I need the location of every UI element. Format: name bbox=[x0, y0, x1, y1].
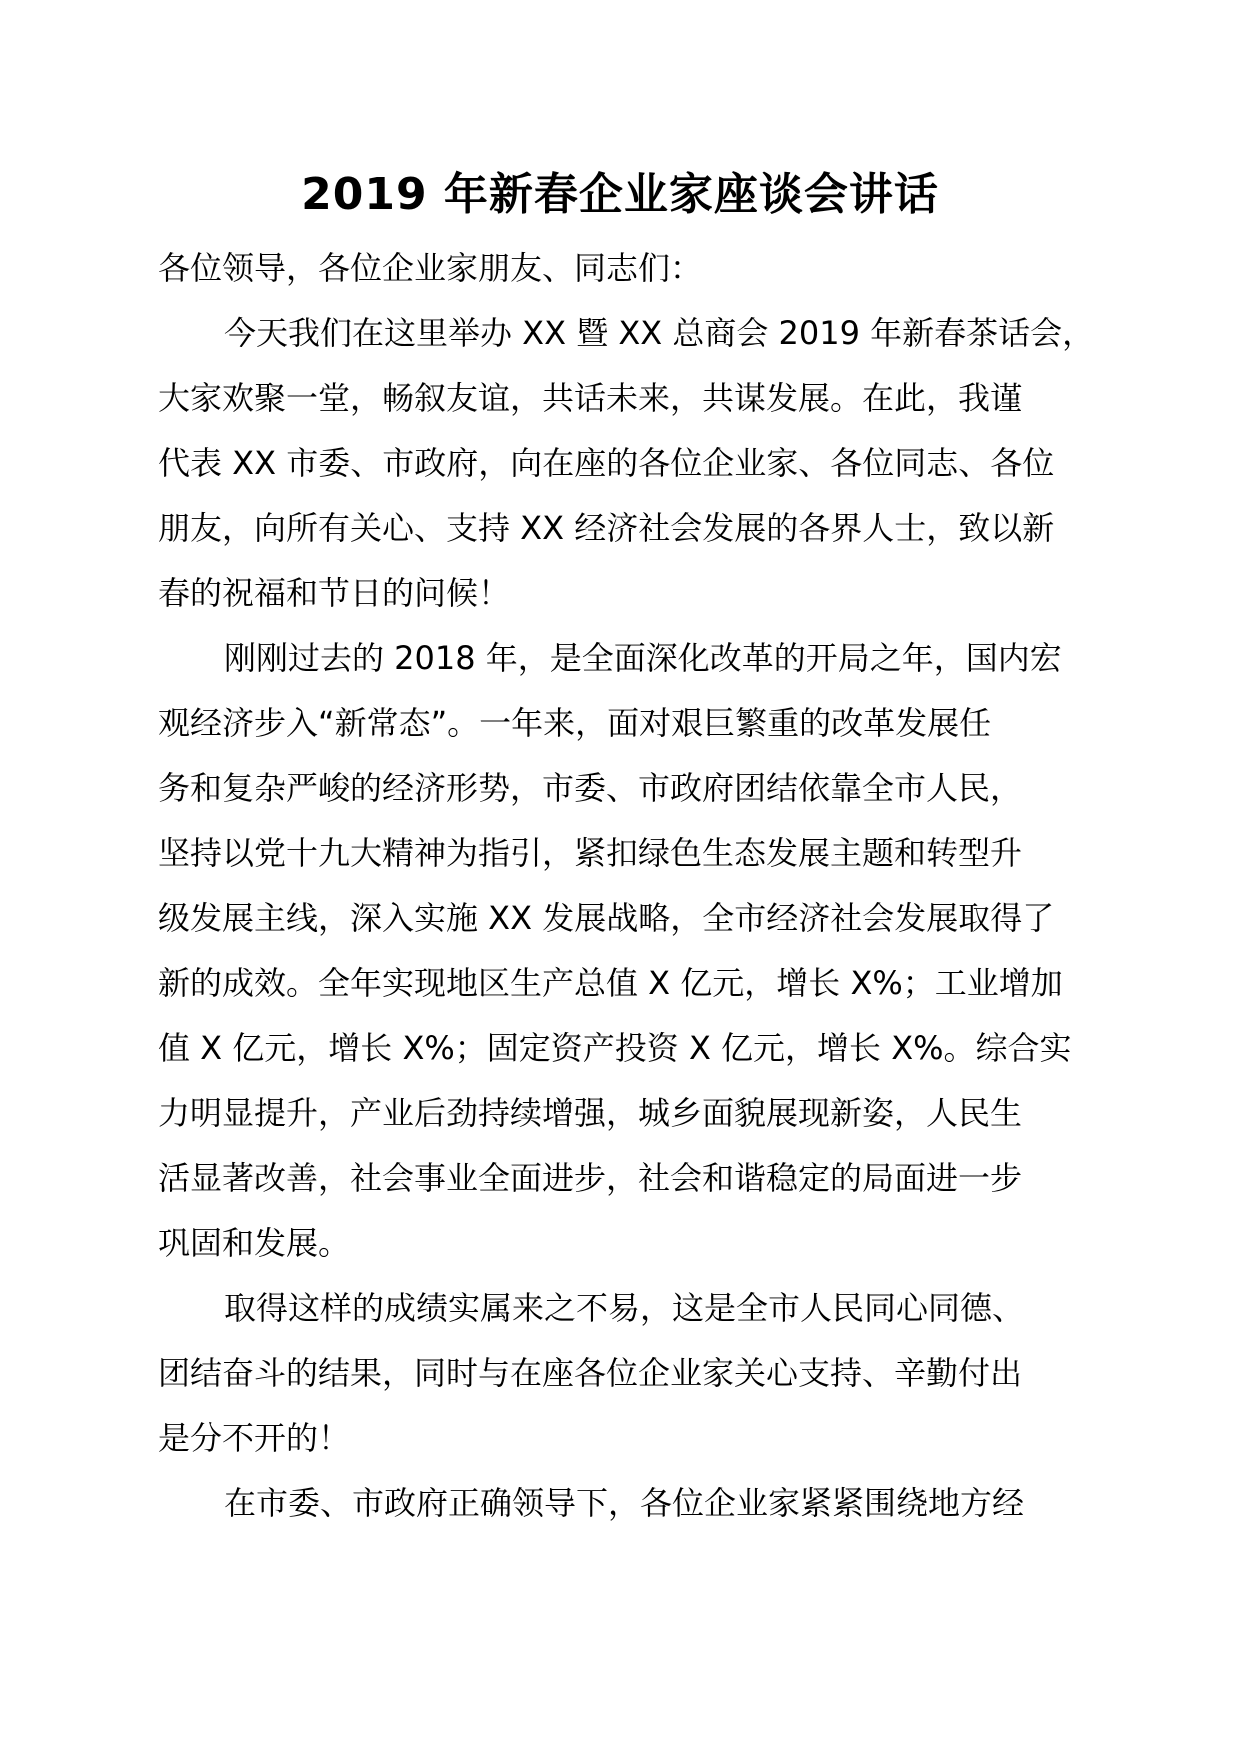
paragraph-line: 团结奋斗的结果，同时与在座各位企业家关心支持、辛勤付出 bbox=[158, 1354, 1023, 1392]
paragraph-line: 春的祝福和节日的问候！ bbox=[158, 574, 511, 612]
document-title: 2019 年新春企业家座谈会讲话 bbox=[301, 169, 939, 220]
paragraph-line: 力明显提升，产业后劲持续增强，城乡面貌展现新姿，人民生 bbox=[158, 1094, 1023, 1132]
document-body bbox=[158, 236, 1098, 1536]
paragraph-line: 是分不开的！ bbox=[158, 1419, 351, 1457]
paragraph-line: 观经济步入“新常态”。一年来，面对艰巨繁重的改革发展任 bbox=[158, 704, 992, 742]
paragraph-line: 刚刚过去的 2018 年，是全面深化改革的开局之年，国内宏 bbox=[224, 639, 1062, 677]
salutation: 各位领导，各位企业家朋友、同志们： bbox=[158, 249, 703, 287]
paragraph-line: 代表 XX 市委、市政府，向在座的各位企业家、各位同志、各位 bbox=[158, 444, 1055, 482]
paragraph-line: 朋友，向所有关心、支持 XX 经济社会发展的各界人士，致以新 bbox=[158, 509, 1055, 547]
paragraph-line: 大家欢聚一堂，畅叙友谊，共话未来，共谋发展。在此，我谨 bbox=[158, 379, 1023, 417]
paragraph-line: 务和复杂严峻的经济形势，市委、市政府团结依靠全市人民， bbox=[158, 769, 1023, 807]
paragraph-line: 坚持以党十九大精神为指引，紧扣绿色生态发展主题和转型升 bbox=[158, 834, 1023, 872]
paragraph-line: 巩固和发展。 bbox=[158, 1224, 351, 1262]
paragraph-line: 今天我们在这里举办 XX 暨 XX 总商会 2019 年新春茶话会， bbox=[224, 314, 1095, 352]
paragraph-line: 值 X 亿元，增长 X%；固定资产投资 X 亿元，增长 X%。综合实 bbox=[158, 1029, 1072, 1067]
paragraph-line: 新的成效。全年实现地区生产总值 X 亿元，增长 X%；工业增加 bbox=[158, 964, 1063, 1002]
paragraph-line: 级发展主线，深入实施 XX 发展战略，全市经济社会发展取得了 bbox=[158, 899, 1055, 937]
paragraph-line: 取得这样的成绩实属来之不易，这是全市人民同心同德、 bbox=[224, 1289, 1025, 1327]
paragraph-line: 活显著改善，社会事业全面进步，社会和谐稳定的局面进一步 bbox=[158, 1159, 1023, 1197]
paragraph-line: 在市委、市政府正确领导下，各位企业家紧紧围绕地方经 bbox=[224, 1484, 1025, 1522]
